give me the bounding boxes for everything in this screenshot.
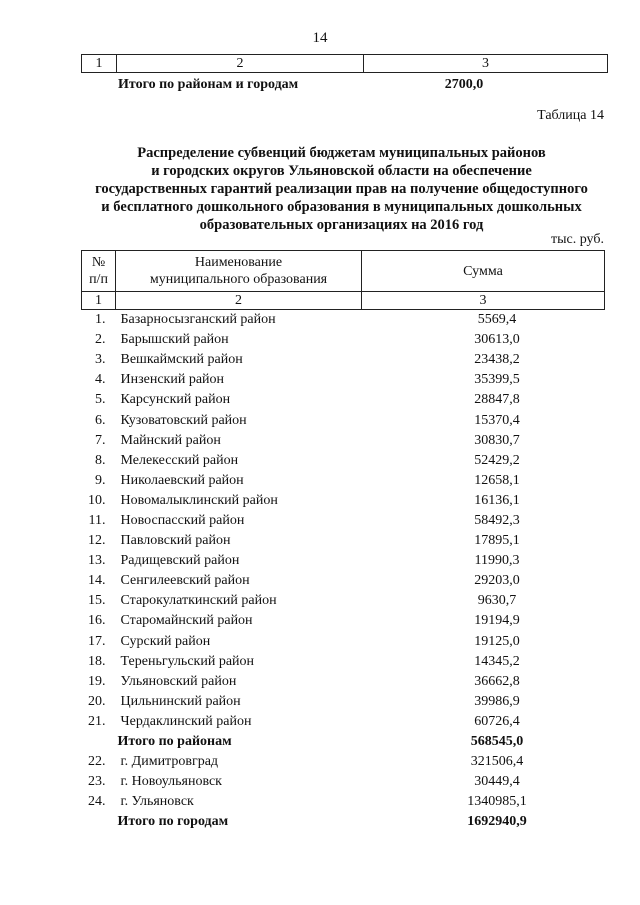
column-number-row [82, 292, 605, 310]
column-number: 2 [116, 292, 362, 310]
table-row [82, 531, 605, 551]
column-number: 1 [82, 55, 117, 73]
row-number: 1. [95, 312, 106, 328]
document-title [70, 144, 613, 234]
column-number: 2 [117, 55, 364, 73]
table-row [82, 350, 605, 370]
municipality-name: Радищевский район [120, 553, 240, 569]
row-number: 21. [88, 713, 106, 729]
row-number: 11. [88, 512, 106, 528]
row-number: 19. [88, 673, 106, 689]
row-sum: 1340985,1 [467, 794, 527, 810]
row-sum: 39986,9 [474, 693, 520, 709]
municipality-name: г. Димитровград [120, 754, 219, 770]
municipality-name: Павловский район [120, 533, 231, 549]
municipality-name: Старомайнский район [120, 613, 253, 629]
row-sum: 19194,9 [474, 613, 520, 629]
row-number: 15. [88, 593, 106, 609]
row-sum: 30613,0 [474, 332, 520, 348]
row-sum: 19125,0 [474, 633, 520, 649]
row-sum: 16136,1 [474, 492, 520, 508]
total-row [82, 812, 605, 832]
header-name-line: муниципального образования [149, 272, 328, 287]
row-sum: 9630,7 [477, 593, 517, 609]
row-sum: 29203,0 [474, 573, 520, 589]
table-row [82, 451, 605, 471]
row-sum: 36662,8 [474, 673, 520, 689]
municipality-name: Базарносызганский район [120, 312, 276, 328]
row-sum: 1692940,9 [467, 814, 527, 830]
municipality-name: Инзенский район [120, 372, 225, 388]
row-sum: 17895,1 [474, 533, 520, 549]
header-name [116, 251, 362, 292]
grand-total-label: Итого по районам и городам [118, 77, 299, 92]
table-row [82, 632, 605, 652]
row-sum: 321506,4 [470, 754, 524, 770]
municipality-name: Кузоватовский район [120, 412, 247, 428]
row-number: 13. [88, 553, 106, 569]
row-sum: 58492,3 [474, 512, 520, 528]
total-row [82, 732, 605, 752]
continuation-table [81, 54, 608, 73]
table-row [82, 551, 605, 571]
table-row [82, 672, 605, 692]
grand-total-row [0, 77, 640, 97]
row-number: 18. [88, 653, 106, 669]
table-row [82, 410, 605, 430]
municipality-name: г. Ульяновск [120, 794, 194, 810]
row-number: 6. [95, 412, 106, 428]
row-sum: 12658,1 [474, 472, 520, 488]
column-number: 3 [362, 292, 605, 310]
column-number: 3 [364, 55, 608, 73]
table-row [82, 471, 605, 491]
table-row [82, 511, 605, 531]
table-row [82, 712, 605, 732]
row-number: 14. [88, 573, 106, 589]
column-number-row [82, 55, 608, 73]
row-sum: 14345,2 [474, 653, 520, 669]
row-sum: 568545,0 [470, 734, 524, 750]
municipality-name: Новоспасский район [120, 512, 245, 528]
municipality-name: Чердаклинский район [120, 713, 252, 729]
row-number: 2. [95, 332, 106, 348]
row-sum: 15370,4 [474, 412, 520, 428]
row-number [82, 812, 116, 832]
table-row [82, 370, 605, 390]
municipality-name: Вешкаймский район [120, 352, 243, 368]
municipality-name: Майнский район [120, 432, 221, 448]
header-num-line: п/п [89, 272, 108, 287]
table-row [82, 571, 605, 591]
row-number: 12. [88, 533, 106, 549]
row-sum: 23438,2 [474, 352, 520, 368]
row-number [82, 732, 116, 752]
municipality-name: Сенгилеевский район [120, 573, 250, 589]
municipality-name: Мелекесский район [120, 452, 239, 468]
municipality-name: Карсунский район [120, 392, 231, 408]
municipality-name: Цильнинский район [120, 693, 241, 709]
municipality-name: г. Новоульяновск [120, 774, 222, 790]
row-number: 23. [88, 774, 106, 790]
municipality-name: Итого по городам [117, 814, 229, 830]
table-row [82, 591, 605, 611]
table-row [82, 431, 605, 451]
row-number: 20. [88, 693, 106, 709]
municipality-name: Новомалыклинский район [120, 492, 278, 508]
table-row [82, 652, 605, 672]
table-row [82, 310, 605, 331]
subvention-table [81, 250, 605, 832]
row-sum: 28847,8 [474, 392, 520, 408]
municipality-name: Старокулаткинский район [120, 593, 277, 609]
title-line: и бесплатного дошкольного образования в муниципальных дошкольных [101, 199, 582, 215]
unit-label: тыс. руб. [551, 232, 604, 247]
row-number: 24. [88, 794, 106, 810]
row-number: 22. [88, 754, 106, 770]
row-number: 16. [88, 613, 106, 629]
municipality-name: Ульяновский район [120, 673, 237, 689]
row-number: 9. [95, 472, 106, 488]
municipality-name: Барышский район [120, 332, 229, 348]
header-num [82, 251, 116, 292]
row-number: 7. [95, 432, 106, 448]
municipality-name: Тереньгульский район [120, 653, 255, 669]
row-sum: 30449,4 [474, 774, 520, 790]
row-sum: 5569,4 [477, 312, 517, 328]
header-name-line: Наименование [194, 255, 283, 270]
title-line: государственных гарантий реализации прав на получение общедоступного [95, 181, 588, 197]
table-row [82, 792, 605, 812]
row-number: 10. [88, 492, 106, 508]
title-line: Распределение субвенций бюджетам муниципальных районов [137, 145, 546, 161]
municipality-name: Итого по районам [117, 734, 232, 750]
row-sum: 30830,7 [474, 432, 520, 448]
table-row [82, 491, 605, 511]
table-number: Таблица 14 [537, 108, 604, 123]
row-sum: 60726,4 [474, 713, 520, 729]
row-number: 8. [95, 452, 106, 468]
table-body [82, 310, 605, 833]
row-number: 17. [88, 633, 106, 649]
table-row [82, 390, 605, 410]
municipality-name: Николаевский район [120, 472, 244, 488]
header-num-line: № [91, 255, 106, 270]
row-number: 3. [95, 352, 106, 368]
table-row [82, 611, 605, 631]
row-sum: 52429,2 [474, 452, 520, 468]
table-row [82, 752, 605, 772]
title-line: образовательных организациях на 2016 год [199, 217, 484, 233]
row-number: 5. [95, 392, 106, 408]
table-row [82, 330, 605, 350]
row-sum: 11990,3 [474, 553, 520, 569]
table-row [82, 772, 605, 792]
header-row [82, 251, 605, 292]
page-number: 14 [312, 30, 328, 46]
title-line: и городских округов Ульяновской области на обеспечение [151, 163, 532, 179]
header-sum: Сумма [362, 251, 605, 292]
table-row [82, 692, 605, 712]
row-sum: 35399,5 [474, 372, 520, 388]
grand-total-value: 2700,0 [444, 77, 484, 92]
row-number: 4. [95, 372, 106, 388]
municipality-name: Сурский район [120, 633, 211, 649]
column-number: 1 [82, 292, 116, 310]
